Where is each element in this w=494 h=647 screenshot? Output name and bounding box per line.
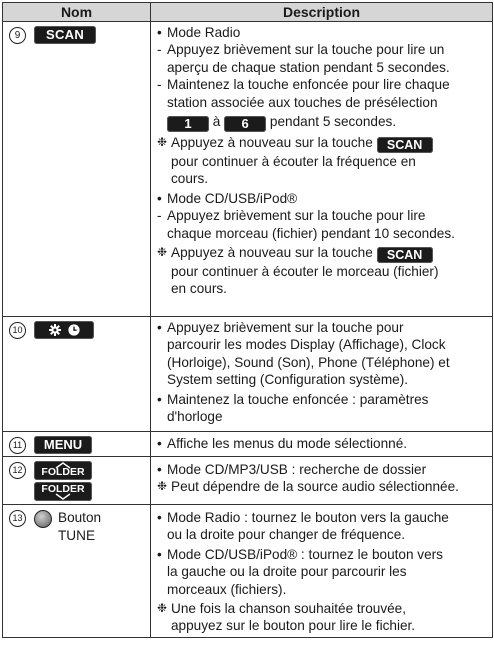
preset-6-button: 6 [224, 116, 266, 132]
preset-duration-text: pendant 5 secondes. [269, 114, 397, 130]
description-cell [151, 505, 493, 638]
item-number: 13 [9, 510, 26, 527]
note-item: ❉ Appuyez à nouveau sur la touche SCAN [157, 132, 488, 153]
folder-buttons [34, 461, 92, 501]
item-number: 12 [9, 462, 26, 479]
note-item: ❉ Appuyez à nouveau sur la touche SCAN [157, 242, 488, 263]
note-continuation: appuyez sur le bouton pour lire le fichier. [171, 618, 416, 634]
list-item-continuation: station associée aux touches de présélection [167, 94, 438, 110]
menu-button: MENU [34, 436, 92, 454]
list-item-continuation: aperçu de chaque station pendant 5 secondes. [167, 59, 450, 75]
list-item-continuation: ou la droite pour changer de fréquence. [167, 527, 406, 543]
description-cell [151, 457, 493, 505]
description-cell [151, 317, 493, 432]
list-item-continuation: morceaux (fichiers). [167, 581, 287, 597]
preset-1-button: 1 [167, 116, 209, 132]
list-item: • Maintenez la touche enfoncée : paramètres [157, 391, 429, 407]
clock-icon [68, 324, 80, 336]
note-icon: ❉ [157, 601, 168, 616]
name-cell [3, 432, 151, 457]
list-item: • Mode Radio [157, 25, 241, 40]
note-icon: ❉ [157, 479, 168, 494]
header-nom: Nom [3, 3, 151, 22]
item-number: 11 [9, 437, 26, 454]
list-item: • Mode CD/USB/iPod® : tournez le bouton vers [157, 546, 443, 562]
table-row [3, 505, 493, 638]
list-item-continuation: System setting (Configuration système). [167, 372, 409, 388]
note-item: ❉ Une fois la chanson souhaitée trouvée, [157, 601, 407, 617]
table-row [3, 317, 493, 432]
scan-button: SCAN [34, 26, 96, 44]
chevron-down-icon [34, 493, 92, 500]
list-item-continuation: parcourir les modes Display (Affichage), Clock [167, 337, 446, 353]
list-item-continuation [157, 111, 488, 132]
note-icon: ❉ [157, 135, 168, 150]
setup-clock-button [34, 321, 94, 339]
list-item: • Mode CD/USB/iPod® [157, 190, 298, 206]
name-cell [3, 505, 151, 638]
list-item: • Appuyez brièvement sur la touche pour [157, 320, 404, 335]
description-cell [151, 22, 493, 317]
list-item: • Mode Radio : tournez le bouton vers la gauche [157, 510, 449, 525]
list-item-continuation: la gauche ou la droite pour parcourir les [167, 564, 407, 580]
table-row [3, 432, 493, 457]
note-item: ❉ Peut dépendre de la source audio sélectionnée. [157, 479, 459, 495]
name-cell [3, 457, 151, 505]
list-item-continuation: d'horloge [167, 409, 223, 425]
note-continuation: cours. [171, 171, 209, 187]
folder-up-button: FOLDER [34, 461, 92, 480]
name-cell [3, 317, 151, 432]
list-item-continuation: (Horloige), Sound (Son), Phone (Téléphone) et [167, 354, 450, 370]
table-header-row [3, 3, 493, 22]
gear-icon [49, 324, 61, 336]
description-cell [151, 432, 493, 457]
note-icon: ❉ [157, 245, 168, 260]
list-item: - Appuyez brièvement sur la touche pour lire un [157, 42, 445, 58]
scan-inline-key: SCAN [377, 247, 433, 263]
tune-knob-icon [34, 510, 52, 528]
tune-name-line2: TUNE [58, 528, 96, 543]
scan-inline-key: SCAN [377, 137, 433, 153]
description-table [2, 2, 493, 638]
preset-range-word: à [212, 114, 221, 130]
note-continuation: pour continuer à écouter la fréquence en [171, 154, 416, 170]
name-cell [3, 22, 151, 317]
header-description: Description [151, 3, 493, 22]
list-item: - Maintenez la touche enfoncée pour lire chaque [157, 77, 450, 93]
list-item-continuation: chaque morceau (fichier) pendant 10 secondes. [167, 225, 455, 241]
list-item: - Appuyez brièvement sur la touche pour lire [157, 208, 426, 224]
list-item: • Affiche les menus du mode sélectionné. [157, 436, 408, 451]
table-row [3, 22, 493, 317]
tune-name-line1: Bouton [58, 510, 102, 525]
folder-down-button: FOLDER [34, 482, 92, 501]
note-continuation: en cours. [171, 281, 227, 297]
note-continuation: pour continuer à écouter le morceau (fichier) [171, 264, 439, 280]
table-row [3, 457, 493, 505]
item-number: 10 [9, 322, 26, 339]
list-item: • Mode CD/MP3/USB : recherche de dossier [157, 462, 427, 477]
item-number: 9 [9, 27, 26, 44]
